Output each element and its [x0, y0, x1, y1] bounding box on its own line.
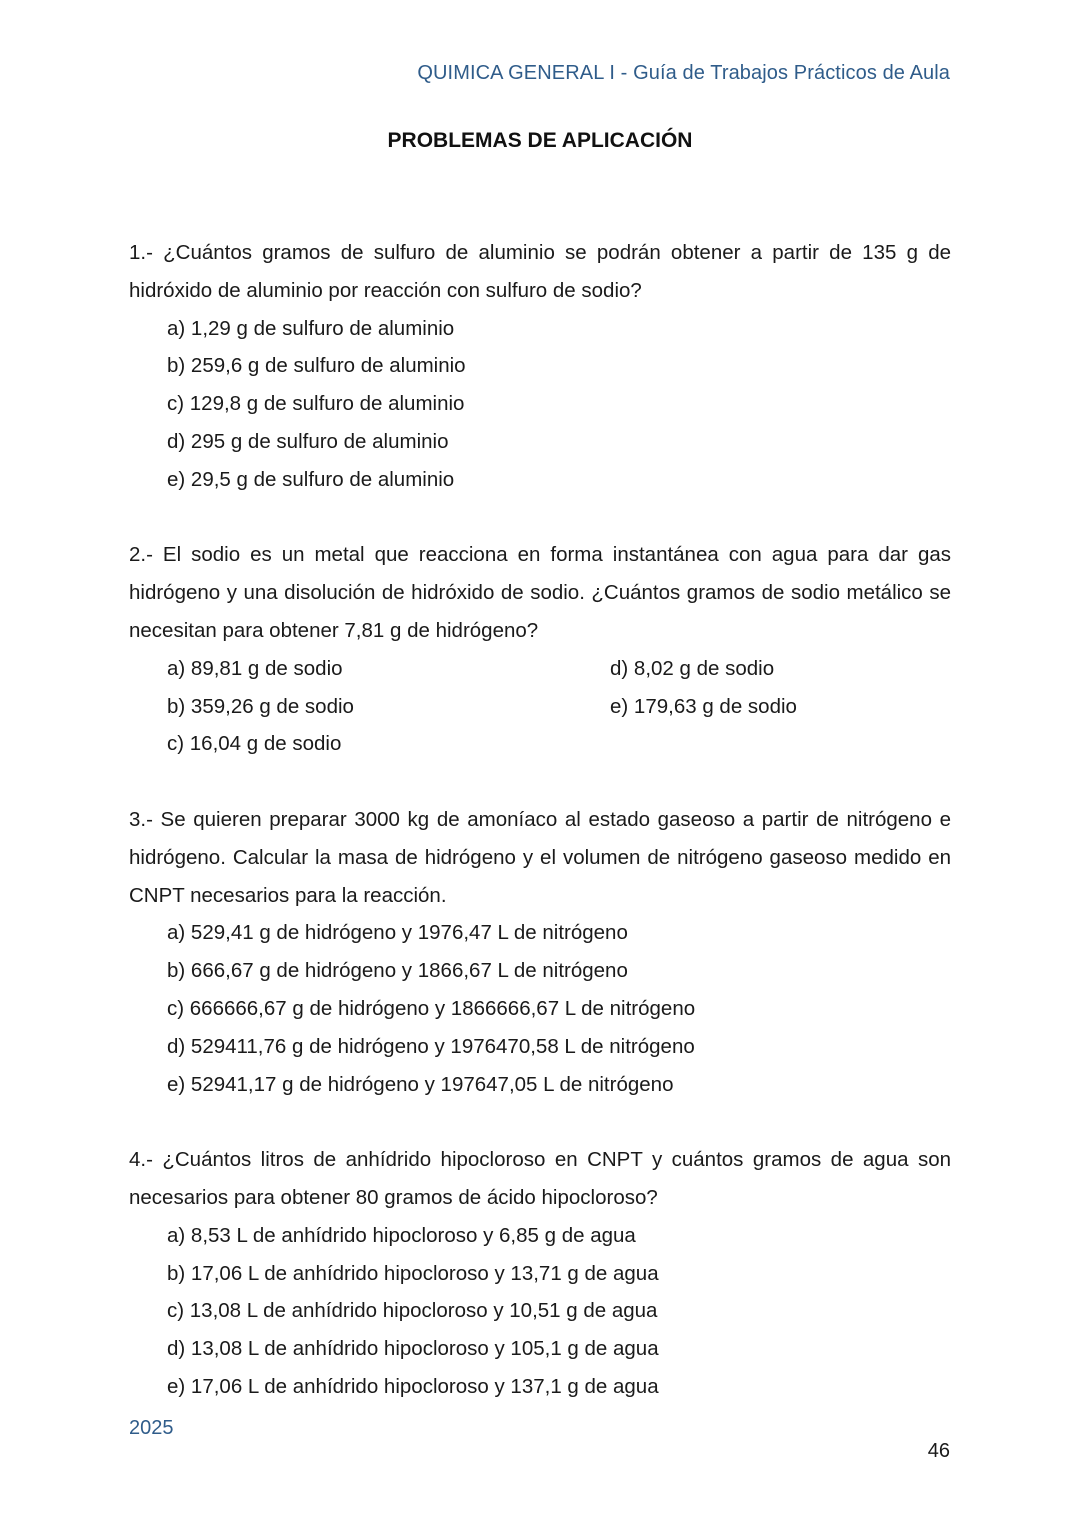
option-e: e) 179,63 g de sodio — [610, 694, 797, 718]
page-title: PROBLEMAS DE APLICACIÓN — [387, 129, 693, 152]
option-e: e) 17,06 L de anhídrido hipocloroso y 137,1 g de agua — [167, 1374, 659, 1398]
option-c: c) 13,08 L de anhídrido hipocloroso y 10,51 g de agua — [167, 1299, 658, 1323]
question-3-options — [129, 914, 951, 1103]
footer-year: 2025 — [129, 1417, 174, 1439]
question-4 — [129, 1141, 951, 1406]
option-d: d) 295 g de sulfuro de aluminio — [167, 429, 449, 453]
question-4-stem: 4.- ¿Cuántos litros de anhídrido hipocloroso en CNPT y cuántos gramos de agua son necesarios para obtener 80 gramos de ácido hipocloroso? — [129, 1148, 951, 1209]
option-a: a) 1,29 g de sulfuro de aluminio — [167, 316, 455, 340]
option-d: d) 8,02 g de sodio — [610, 656, 775, 680]
option-d: d) 13,08 L de anhídrido hipocloroso y 105,1 g de agua — [167, 1337, 659, 1361]
option-e: e) 52941,17 g de hidrógeno y 197647,05 L de nitrógeno — [167, 1072, 674, 1096]
option-a: a) 8,53 L de anhídrido hipocloroso y 6,85 g de agua — [167, 1223, 636, 1247]
option-d: d) 529411,76 g de hidrógeno y 1976470,58 L de nitrógeno — [167, 1034, 695, 1058]
running-header: QUIMICA GENERAL I - Guía de Trabajos Prácticos de Aula — [417, 62, 950, 84]
question-2 — [129, 536, 951, 763]
question-3-stem: 3.- Se quieren preparar 3000 kg de amoníaco al estado gaseoso a partir de nitrógeno e hidrógeno. Calcular la masa de hidrógeno y el volumen de nitrógeno gaseoso medido en CNPT necesarios para la reacción. — [129, 807, 951, 907]
option-c: c) 129,8 g de sulfuro de aluminio — [167, 392, 465, 416]
option-e: e) 29,5 g de sulfuro de aluminio — [167, 467, 455, 491]
option-b: b) 359,26 g de sodio — [167, 694, 354, 718]
question-1 — [129, 234, 951, 499]
question-2-stem: 2.- El sodio es un metal que reacciona en forma instantánea con agua para dar gas hidrógeno y una disolución de hidróxido de sodio. ¿Cuántos gramos de sodio metálico se necesitan para obtener 7,81 g de hidrógeno? — [129, 543, 951, 642]
problems-section — [129, 234, 951, 1444]
option-c: c) 666666,67 g de hidrógeno y 1866666,67 L de nitrógeno — [167, 996, 696, 1020]
option-c: c) 16,04 g de sodio — [167, 732, 342, 756]
option-a: a) 89,81 g de sodio — [167, 656, 343, 680]
question-3 — [129, 801, 951, 1103]
option-b: b) 259,6 g de sulfuro de aluminio — [167, 354, 466, 378]
option-a: a) 529,41 g de hidrógeno y 1976,47 L de nitrógeno — [167, 921, 628, 945]
question-4-options — [129, 1217, 951, 1406]
option-b: b) 666,67 g de hidrógeno y 1866,67 L de nitrógeno — [167, 959, 628, 983]
question-2-options — [167, 650, 951, 763]
question-1-stem: 1.- ¿Cuántos gramos de sulfuro de aluminio se podrán obtener a partir de 135 g de hidróxido de aluminio por reacción con sulfuro de sodio? — [129, 241, 951, 302]
option-b: b) 17,06 L de anhídrido hipocloroso y 13,71 g de agua — [167, 1261, 659, 1285]
question-1-options — [129, 310, 951, 499]
page-number: 46 — [927, 1440, 950, 1462]
